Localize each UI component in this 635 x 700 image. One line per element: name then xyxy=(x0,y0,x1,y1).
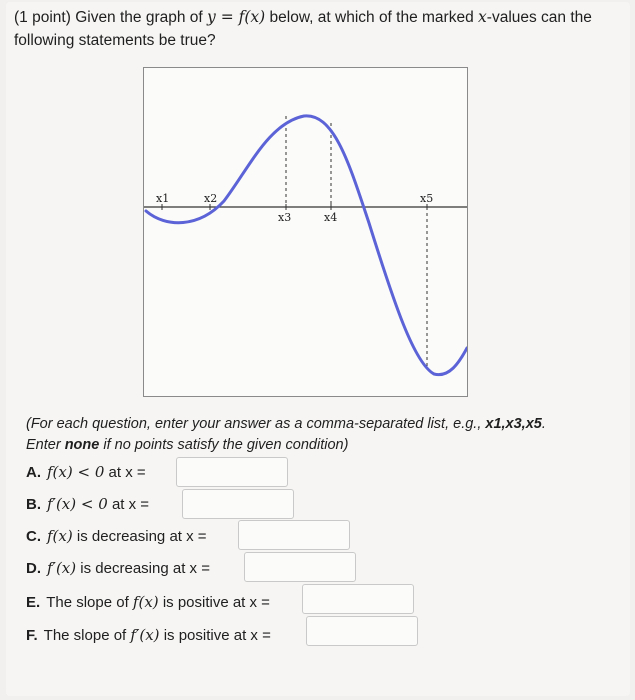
instructions-line1-end: . xyxy=(541,416,546,432)
part-f-row xyxy=(26,619,271,651)
question-text-middle: below, at which of the marked xyxy=(269,9,474,26)
part-f-letter: F. xyxy=(26,626,38,644)
instructions-line1-start: (For each question, enter your answer as a comma-separated list, e.g., xyxy=(26,416,482,432)
part-b-expr: f′(x) < 0 xyxy=(47,495,108,513)
part-e-text: is positive at x = xyxy=(162,593,270,611)
part-e-pre: The slope of xyxy=(46,593,129,611)
answer-instructions xyxy=(26,414,596,456)
x1-label: x1 xyxy=(156,192,170,205)
question-text xyxy=(14,6,614,52)
part-b-text: at x = xyxy=(111,495,150,513)
x5-label: x5 xyxy=(420,192,434,205)
part-c-text: is decreasing at x = xyxy=(76,527,207,545)
part-b-answer-input[interactable] xyxy=(182,489,294,519)
part-e-expr: f(x) xyxy=(132,593,159,611)
x3-label: x3 xyxy=(278,211,292,224)
part-b-row xyxy=(26,488,149,520)
part-a-answer-input[interactable] xyxy=(176,457,288,487)
part-a-expr: f(x) < 0 xyxy=(47,463,105,481)
part-e-row xyxy=(26,586,270,618)
part-f-pre: The slope of xyxy=(43,626,127,644)
part-d-text: is decreasing at x = xyxy=(80,559,210,577)
part-d-letter: D. xyxy=(26,559,41,577)
part-a-row xyxy=(26,456,146,488)
question-equation: y = f(x) xyxy=(207,8,266,26)
question-text-before: Given the graph of xyxy=(75,9,203,26)
x2-label: x2 xyxy=(204,192,218,205)
points-label: (1 point) xyxy=(14,9,71,26)
instructions-none-word: none xyxy=(64,437,100,453)
part-e-answer-input[interactable] xyxy=(302,584,414,614)
instructions-line2-start: Enter xyxy=(26,437,61,453)
part-d-row xyxy=(26,552,210,584)
part-c-letter: C. xyxy=(26,527,41,545)
part-f-text: is positive at x = xyxy=(163,626,271,644)
part-c-expr: f(x) xyxy=(47,527,73,545)
part-a-letter: A. xyxy=(26,463,41,481)
function-graph xyxy=(143,67,468,397)
part-f-answer-input[interactable] xyxy=(306,616,418,646)
part-a-text: at x = xyxy=(108,463,146,481)
graph-svg xyxy=(144,68,467,396)
function-curve xyxy=(146,116,467,375)
part-d-answer-input[interactable] xyxy=(244,552,356,582)
x4-label: x4 xyxy=(324,211,338,224)
part-c-row xyxy=(26,520,207,552)
question-var: x xyxy=(478,8,487,26)
question-text-after: -values can the following statements be true? xyxy=(14,9,592,49)
part-e-letter: E. xyxy=(26,593,41,611)
instructions-example: x1,x3,x5 xyxy=(485,416,542,432)
part-d-expr: f′(x) xyxy=(47,559,77,577)
instructions-line2-end: if no points satisfy the given condition) xyxy=(103,437,349,453)
part-c-answer-input[interactable] xyxy=(238,520,350,550)
part-f-expr: f′(x) xyxy=(130,626,160,644)
part-b-letter: B. xyxy=(26,495,41,513)
